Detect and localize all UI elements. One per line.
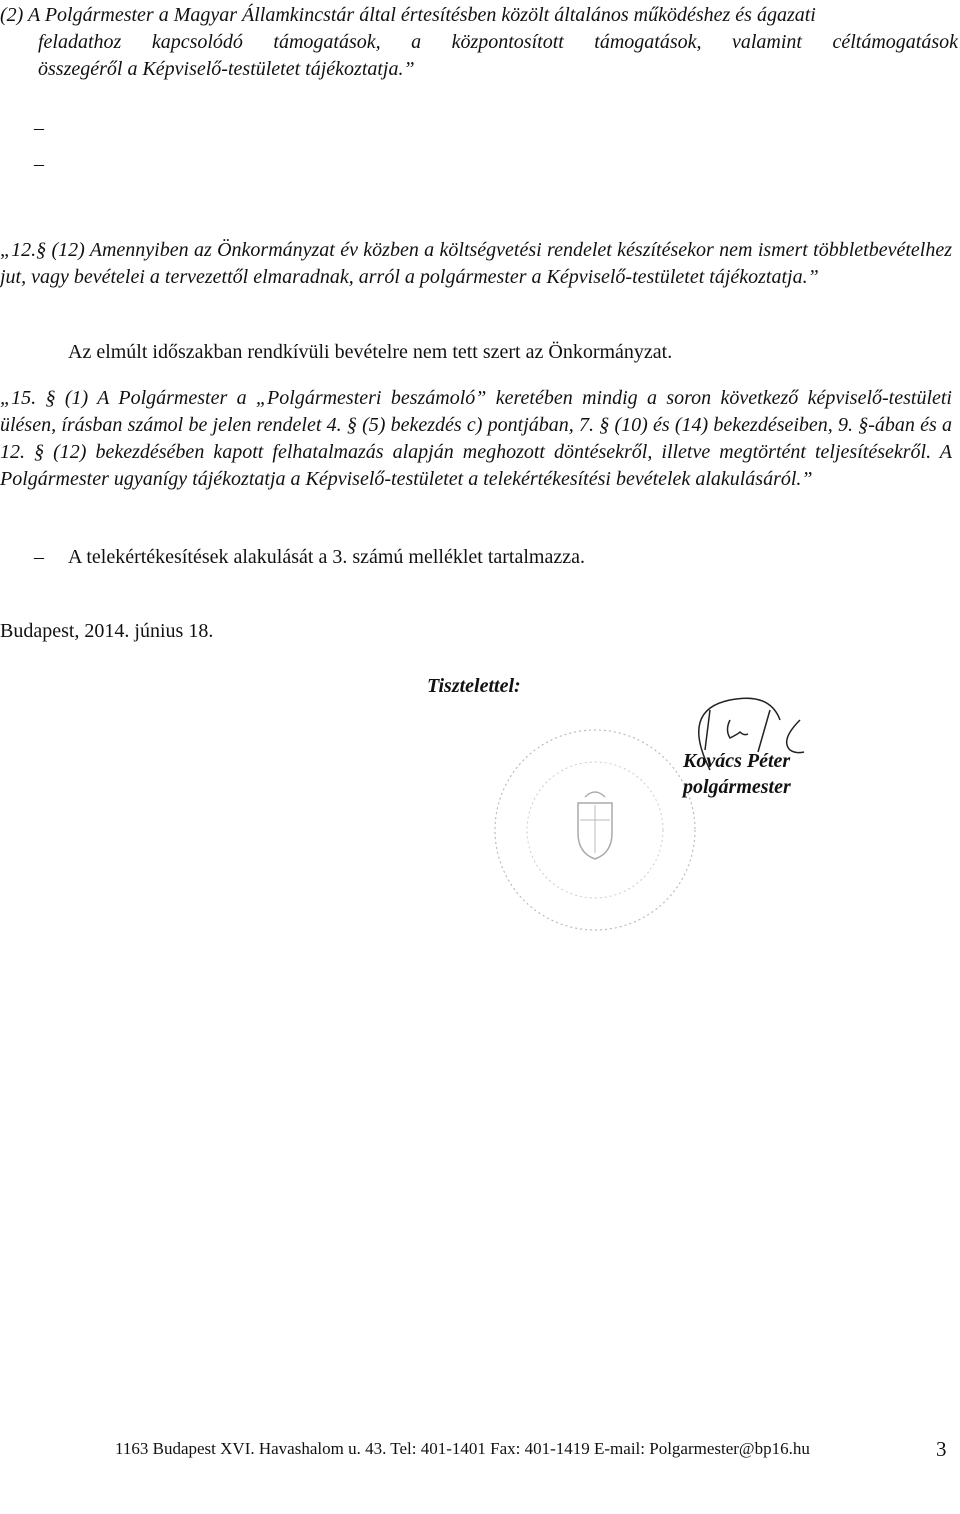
footer-address: 1163 Budapest XVI. Havashalom u. 43. Tel: 401-1401 Fax: 401-1419 E-mail: Polgarmester@bp16.hu	[115, 1439, 810, 1458]
bullet-text: A telekértékesítések alakulását a 3. számú melléklet tartalmazza.	[68, 546, 585, 568]
official-stamp	[490, 725, 700, 935]
section-15: „15. § (1) A Polgármester a „Polgármesteri beszámoló” keretében mindig a soron következő képviselő-testületi ülésen, írásban számol be jelen rendelet 4. § (5) bekezdés c) pontjában, 7. § (10) és (14) bekezdéseiben, 9. §-ában és a 12. § (12) bekezdésében kapott felhatalmazás alapján meghozott döntésekről, illetve megtörtént teljesítésekről. A Polgármester ugyanígy tájékoztatja a Képviselő-testületet a telekértékesítési bevételek alakulásáról.”	[0, 387, 952, 490]
dash-marker: –	[34, 117, 44, 139]
date-line: Budapest, 2014. június 18.	[0, 620, 214, 642]
section-2-line-3: összegéről a Képviselő-testületet tájékoztatja.”	[38, 58, 415, 80]
section-2-line-1: (2) A Polgármester a Magyar Államkincstár által értesítésben közölt általános működéshez és ágazati	[0, 4, 816, 26]
signatory-name: Kovács Péter	[683, 750, 791, 772]
section-12: „12.§ (12) Amennyiben az Önkormányzat év közben a költségvetési rendelet készítésekor nem ismert többletbevételhez jut, vagy bevételei a tervezettől elmaradnak, arról a polgármester a Képviselő-testületet tájékoztatja.”	[0, 239, 952, 288]
page-number: 3	[936, 1437, 947, 1461]
coat-of-arms-icon	[578, 792, 612, 859]
dash-marker: –	[34, 546, 44, 568]
section-2-line-2: feladathoz kapcsolódó támogatások, a központosított támogatások, valamint céltámogatások	[38, 31, 958, 53]
greeting: Tisztelettel:	[427, 675, 521, 697]
signatory-role: polgármester	[683, 776, 791, 798]
section-12-note: Az elmúlt időszakban rendkívüli bevételre nem tett szert az Önkormányzat.	[68, 341, 673, 363]
bullet-item	[34, 544, 952, 571]
dash-marker: –	[34, 153, 44, 175]
